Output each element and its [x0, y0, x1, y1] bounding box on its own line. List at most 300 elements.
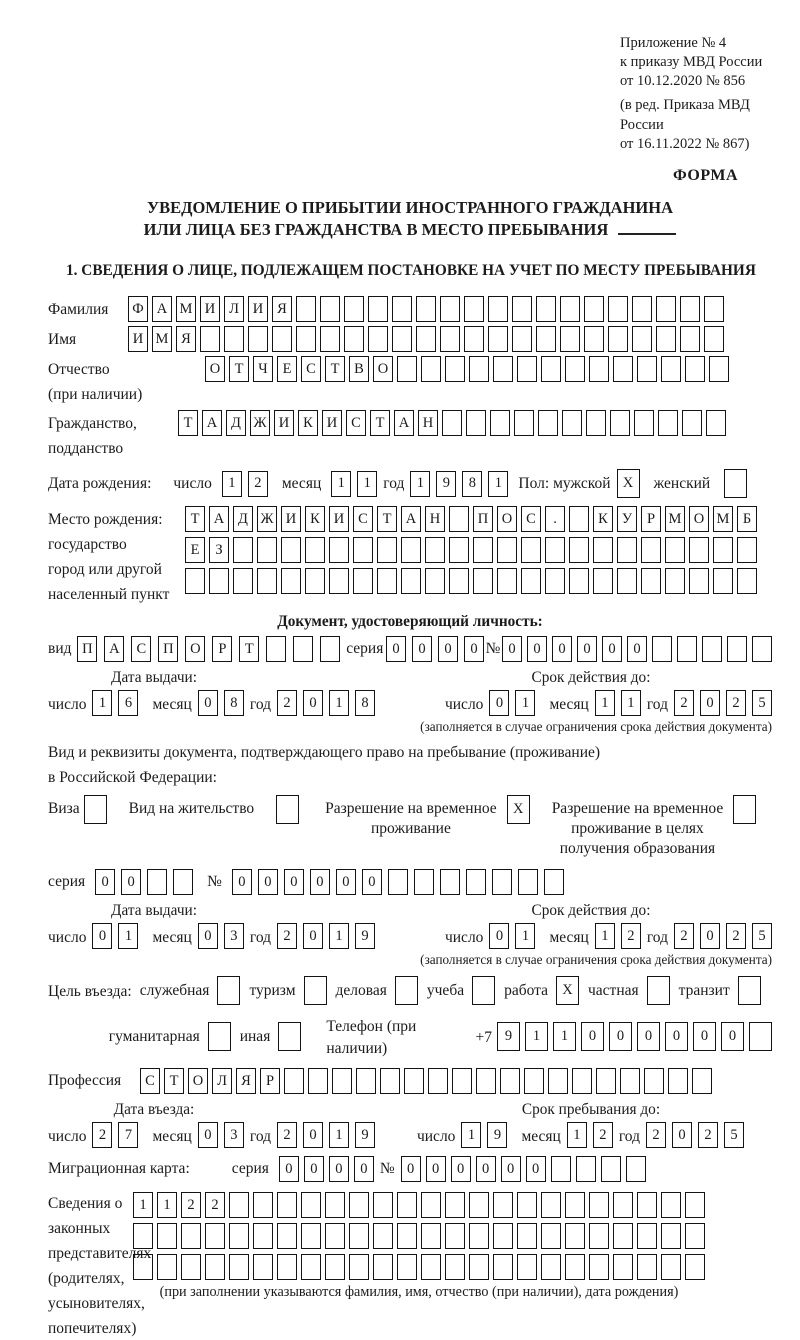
char-box[interactable]: [397, 1192, 417, 1218]
char-box[interactable]: [545, 568, 565, 594]
char-box[interactable]: [253, 1223, 273, 1249]
char-box[interactable]: Ж: [250, 410, 270, 436]
char-box[interactable]: 1: [157, 1192, 177, 1218]
char-box[interactable]: [200, 326, 220, 352]
char-box[interactable]: [637, 1254, 657, 1280]
purpose-option-checkbox[interactable]: [208, 1022, 231, 1051]
char-box[interactable]: [637, 1192, 657, 1218]
char-box[interactable]: [373, 1254, 393, 1280]
char-box[interactable]: [320, 636, 340, 662]
char-box[interactable]: [541, 1192, 561, 1218]
char-box[interactable]: [565, 1192, 585, 1218]
char-box[interactable]: [157, 1254, 177, 1280]
char-box[interactable]: [293, 636, 313, 662]
char-box[interactable]: У: [617, 506, 637, 532]
char-box[interactable]: [521, 568, 541, 594]
char-box[interactable]: 1: [331, 471, 351, 497]
char-box[interactable]: [680, 296, 700, 322]
char-box[interactable]: [133, 1254, 153, 1280]
char-box[interactable]: [536, 326, 556, 352]
char-box[interactable]: [397, 1254, 417, 1280]
char-box[interactable]: О: [188, 1068, 208, 1094]
char-box[interactable]: 2: [248, 471, 268, 497]
char-box[interactable]: [157, 1223, 177, 1249]
char-box[interactable]: Т: [370, 410, 390, 436]
char-box[interactable]: С: [346, 410, 366, 436]
char-box[interactable]: [277, 1223, 297, 1249]
char-box[interactable]: [449, 506, 469, 532]
char-box[interactable]: [538, 410, 558, 436]
char-box[interactable]: [576, 1156, 596, 1182]
char-box[interactable]: [229, 1192, 249, 1218]
char-box[interactable]: И: [274, 410, 294, 436]
char-box[interactable]: [541, 1254, 561, 1280]
char-box[interactable]: А: [401, 506, 421, 532]
char-box[interactable]: 3: [224, 1122, 244, 1148]
char-box[interactable]: [421, 1192, 441, 1218]
char-box[interactable]: [373, 1192, 393, 1218]
char-box[interactable]: 0: [527, 636, 547, 662]
char-box[interactable]: [541, 356, 561, 382]
char-box[interactable]: [514, 410, 534, 436]
char-box[interactable]: [421, 356, 441, 382]
char-box[interactable]: 1: [553, 1022, 576, 1051]
char-box[interactable]: 0: [121, 869, 141, 895]
char-box[interactable]: С: [521, 506, 541, 532]
char-box[interactable]: 0: [95, 869, 115, 895]
char-box[interactable]: [296, 326, 316, 352]
purpose-option-checkbox[interactable]: [278, 1022, 301, 1051]
char-box[interactable]: X: [617, 469, 640, 498]
char-box[interactable]: 0: [438, 636, 458, 662]
char-box[interactable]: [512, 296, 532, 322]
char-box[interactable]: 1: [118, 923, 138, 949]
char-box[interactable]: [584, 326, 604, 352]
char-box[interactable]: П: [77, 636, 97, 662]
char-box[interactable]: О: [205, 356, 225, 382]
char-box[interactable]: Т: [239, 636, 259, 662]
char-box[interactable]: А: [394, 410, 414, 436]
char-box[interactable]: 0: [303, 923, 323, 949]
char-box[interactable]: [266, 636, 286, 662]
char-box[interactable]: [368, 296, 388, 322]
char-box[interactable]: [617, 537, 637, 563]
char-box[interactable]: М: [176, 296, 196, 322]
char-box[interactable]: [637, 356, 657, 382]
char-box[interactable]: 0: [198, 690, 218, 716]
char-box[interactable]: 0: [198, 1122, 218, 1148]
char-box[interactable]: [548, 1068, 568, 1094]
char-box[interactable]: [493, 1223, 513, 1249]
char-box[interactable]: М: [713, 506, 733, 532]
char-box[interactable]: [388, 869, 408, 895]
char-box[interactable]: [493, 356, 513, 382]
char-box[interactable]: [416, 326, 436, 352]
char-box[interactable]: 0: [526, 1156, 546, 1182]
char-box[interactable]: Н: [418, 410, 438, 436]
char-box[interactable]: 8: [462, 471, 482, 497]
char-box[interactable]: 1: [525, 1022, 548, 1051]
char-box[interactable]: [272, 326, 292, 352]
char-box[interactable]: [704, 326, 724, 352]
char-box[interactable]: [661, 1223, 681, 1249]
char-box[interactable]: [425, 568, 445, 594]
char-box[interactable]: [440, 296, 460, 322]
char-box[interactable]: [702, 636, 722, 662]
char-box[interactable]: [473, 537, 493, 563]
char-box[interactable]: [524, 1068, 544, 1094]
char-box[interactable]: [466, 869, 486, 895]
char-box[interactable]: 2: [593, 1122, 613, 1148]
char-box[interactable]: [185, 568, 205, 594]
char-box[interactable]: [445, 356, 465, 382]
char-box[interactable]: [565, 356, 585, 382]
char-box[interactable]: 8: [355, 690, 375, 716]
char-box[interactable]: [349, 1223, 369, 1249]
char-box[interactable]: [544, 869, 564, 895]
char-box[interactable]: П: [158, 636, 178, 662]
char-box[interactable]: 0: [279, 1156, 299, 1182]
char-box[interactable]: А: [209, 506, 229, 532]
char-box[interactable]: [536, 296, 556, 322]
char-box[interactable]: [277, 1254, 297, 1280]
char-box[interactable]: 0: [451, 1156, 471, 1182]
char-box[interactable]: [253, 1254, 273, 1280]
char-box[interactable]: 1: [410, 471, 430, 497]
char-box[interactable]: [596, 1068, 616, 1094]
char-box[interactable]: [593, 537, 613, 563]
char-box[interactable]: [233, 537, 253, 563]
char-box[interactable]: [440, 869, 460, 895]
char-box[interactable]: 0: [637, 1022, 660, 1051]
char-box[interactable]: [565, 1223, 585, 1249]
char-box[interactable]: [296, 296, 316, 322]
char-box[interactable]: 0: [721, 1022, 744, 1051]
char-box[interactable]: [713, 537, 733, 563]
char-box[interactable]: [488, 296, 508, 322]
char-box[interactable]: Т: [377, 506, 397, 532]
char-box[interactable]: [276, 795, 299, 824]
char-box[interactable]: [692, 1068, 712, 1094]
char-box[interactable]: 0: [700, 923, 720, 949]
char-box[interactable]: [205, 1223, 225, 1249]
char-box[interactable]: 0: [362, 869, 382, 895]
char-box[interactable]: [445, 1192, 465, 1218]
char-box[interactable]: Р: [260, 1068, 280, 1094]
char-box[interactable]: [586, 410, 606, 436]
char-box[interactable]: 1: [329, 1122, 349, 1148]
char-box[interactable]: [541, 1223, 561, 1249]
char-box[interactable]: [560, 326, 580, 352]
char-box[interactable]: И: [128, 326, 148, 352]
char-box[interactable]: 0: [502, 636, 522, 662]
char-box[interactable]: 1: [595, 690, 615, 716]
char-box[interactable]: Т: [185, 506, 205, 532]
char-box[interactable]: [613, 1254, 633, 1280]
char-box[interactable]: Т: [164, 1068, 184, 1094]
char-box[interactable]: 0: [303, 690, 323, 716]
char-box[interactable]: [353, 568, 373, 594]
char-box[interactable]: [320, 296, 340, 322]
char-box[interactable]: Д: [233, 506, 253, 532]
char-box[interactable]: 1: [329, 690, 349, 716]
char-box[interactable]: 0: [284, 869, 304, 895]
char-box[interactable]: 2: [698, 1122, 718, 1148]
char-box[interactable]: И: [200, 296, 220, 322]
char-box[interactable]: [281, 568, 301, 594]
char-box[interactable]: О: [497, 506, 517, 532]
char-box[interactable]: [284, 1068, 304, 1094]
char-box[interactable]: [661, 1254, 681, 1280]
char-box[interactable]: 1: [515, 923, 535, 949]
char-box[interactable]: 2: [726, 923, 746, 949]
char-box[interactable]: 0: [464, 636, 484, 662]
char-box[interactable]: А: [152, 296, 172, 322]
char-box[interactable]: [445, 1223, 465, 1249]
char-box[interactable]: [706, 410, 726, 436]
char-box[interactable]: [392, 296, 412, 322]
char-box[interactable]: [464, 326, 484, 352]
char-box[interactable]: 2: [674, 923, 694, 949]
char-box[interactable]: [305, 568, 325, 594]
char-box[interactable]: 1: [222, 471, 242, 497]
char-box[interactable]: Ж: [257, 506, 277, 532]
char-box[interactable]: [488, 326, 508, 352]
char-box[interactable]: [512, 326, 532, 352]
char-box[interactable]: 2: [646, 1122, 666, 1148]
char-box[interactable]: [425, 537, 445, 563]
char-box[interactable]: [637, 1223, 657, 1249]
char-box[interactable]: 9: [487, 1122, 507, 1148]
char-box[interactable]: [682, 410, 702, 436]
char-box[interactable]: 0: [602, 636, 622, 662]
char-box[interactable]: 0: [476, 1156, 496, 1182]
char-box[interactable]: П: [473, 506, 493, 532]
char-box[interactable]: 0: [412, 636, 432, 662]
char-box[interactable]: Л: [224, 296, 244, 322]
char-box[interactable]: 1: [595, 923, 615, 949]
char-box[interactable]: [601, 1156, 621, 1182]
char-box[interactable]: К: [593, 506, 613, 532]
char-box[interactable]: [368, 326, 388, 352]
char-box[interactable]: [668, 1068, 688, 1094]
char-box[interactable]: [737, 568, 757, 594]
char-box[interactable]: И: [281, 506, 301, 532]
char-box[interactable]: [344, 296, 364, 322]
char-box[interactable]: [464, 296, 484, 322]
purpose-option-checkbox[interactable]: [395, 976, 418, 1005]
char-box[interactable]: [632, 326, 652, 352]
char-box[interactable]: 9: [497, 1022, 520, 1051]
char-box[interactable]: [469, 1254, 489, 1280]
char-box[interactable]: [416, 296, 436, 322]
char-box[interactable]: К: [305, 506, 325, 532]
char-box[interactable]: [593, 568, 613, 594]
char-box[interactable]: [656, 326, 676, 352]
char-box[interactable]: [349, 1192, 369, 1218]
char-box[interactable]: Е: [185, 537, 205, 563]
char-box[interactable]: [301, 1192, 321, 1218]
char-box[interactable]: [644, 1068, 664, 1094]
char-box[interactable]: [332, 1068, 352, 1094]
purpose-option-checkbox[interactable]: [738, 976, 761, 1005]
char-box[interactable]: [589, 1223, 609, 1249]
char-box[interactable]: 0: [700, 690, 720, 716]
char-box[interactable]: [685, 356, 705, 382]
char-box[interactable]: [329, 568, 349, 594]
char-box[interactable]: [401, 537, 421, 563]
char-box[interactable]: [665, 568, 685, 594]
char-box[interactable]: [749, 1022, 772, 1051]
char-box[interactable]: 9: [436, 471, 456, 497]
char-box[interactable]: С: [353, 506, 373, 532]
char-box[interactable]: [572, 1068, 592, 1094]
char-box[interactable]: 9: [355, 1122, 375, 1148]
char-box[interactable]: 2: [726, 690, 746, 716]
char-box[interactable]: 0: [92, 923, 112, 949]
char-box[interactable]: [473, 568, 493, 594]
char-box[interactable]: 0: [627, 636, 647, 662]
char-box[interactable]: Я: [176, 326, 196, 352]
char-box[interactable]: [632, 296, 652, 322]
char-box[interactable]: [500, 1068, 520, 1094]
char-box[interactable]: [613, 1223, 633, 1249]
char-box[interactable]: X: [507, 795, 530, 824]
char-box[interactable]: 7: [118, 1122, 138, 1148]
char-box[interactable]: [493, 1192, 513, 1218]
char-box[interactable]: [469, 1223, 489, 1249]
char-box[interactable]: З: [209, 537, 229, 563]
char-box[interactable]: [490, 410, 510, 436]
char-box[interactable]: [173, 869, 193, 895]
char-box[interactable]: 2: [92, 1122, 112, 1148]
char-box[interactable]: [545, 537, 565, 563]
char-box[interactable]: [181, 1223, 201, 1249]
purpose-option-checkbox[interactable]: [304, 976, 327, 1005]
char-box[interactable]: Е: [277, 356, 297, 382]
char-box[interactable]: Н: [425, 506, 445, 532]
char-box[interactable]: Р: [641, 506, 661, 532]
char-box[interactable]: [229, 1223, 249, 1249]
char-box[interactable]: [518, 869, 538, 895]
char-box[interactable]: 6: [118, 690, 138, 716]
char-box[interactable]: [685, 1192, 705, 1218]
char-box[interactable]: [344, 326, 364, 352]
char-box[interactable]: [733, 795, 756, 824]
char-box[interactable]: [181, 1254, 201, 1280]
char-box[interactable]: [626, 1156, 646, 1182]
char-box[interactable]: [301, 1223, 321, 1249]
char-box[interactable]: [325, 1254, 345, 1280]
char-box[interactable]: 0: [258, 869, 278, 895]
char-box[interactable]: [281, 537, 301, 563]
char-box[interactable]: 3: [224, 923, 244, 949]
char-box[interactable]: [685, 1254, 705, 1280]
char-box[interactable]: [608, 326, 628, 352]
char-box[interactable]: 0: [489, 923, 509, 949]
char-box[interactable]: 1: [133, 1192, 153, 1218]
char-box[interactable]: Р: [212, 636, 232, 662]
char-box[interactable]: [569, 537, 589, 563]
char-box[interactable]: 0: [552, 636, 572, 662]
char-box[interactable]: [325, 1223, 345, 1249]
char-box[interactable]: [428, 1068, 448, 1094]
char-box[interactable]: [414, 869, 434, 895]
char-box[interactable]: [704, 296, 724, 322]
char-box[interactable]: 8: [224, 690, 244, 716]
char-box[interactable]: [449, 537, 469, 563]
char-box[interactable]: 0: [693, 1022, 716, 1051]
char-box[interactable]: [497, 568, 517, 594]
purpose-option-checkbox[interactable]: [647, 976, 670, 1005]
char-box[interactable]: [737, 537, 757, 563]
char-box[interactable]: 0: [303, 1122, 323, 1148]
char-box[interactable]: [641, 568, 661, 594]
char-box[interactable]: [205, 1254, 225, 1280]
char-box[interactable]: [685, 1223, 705, 1249]
char-box[interactable]: 0: [489, 690, 509, 716]
char-box[interactable]: 0: [581, 1022, 604, 1051]
char-box[interactable]: [689, 537, 709, 563]
char-box[interactable]: 0: [336, 869, 356, 895]
char-box[interactable]: [449, 568, 469, 594]
char-box[interactable]: [133, 1223, 153, 1249]
char-box[interactable]: О: [185, 636, 205, 662]
char-box[interactable]: [492, 869, 512, 895]
char-box[interactable]: [476, 1068, 496, 1094]
char-box[interactable]: 1: [92, 690, 112, 716]
char-box[interactable]: [584, 296, 604, 322]
char-box[interactable]: [445, 1254, 465, 1280]
char-box[interactable]: [613, 356, 633, 382]
char-box[interactable]: 1: [515, 690, 535, 716]
char-box[interactable]: [397, 1223, 417, 1249]
char-box[interactable]: В: [349, 356, 369, 382]
char-box[interactable]: [353, 537, 373, 563]
char-box[interactable]: Т: [325, 356, 345, 382]
char-box[interactable]: [466, 410, 486, 436]
char-box[interactable]: 0: [232, 869, 252, 895]
char-box[interactable]: М: [152, 326, 172, 352]
char-box[interactable]: [551, 1156, 571, 1182]
char-box[interactable]: [680, 326, 700, 352]
char-box[interactable]: Т: [178, 410, 198, 436]
char-box[interactable]: Б: [737, 506, 757, 532]
char-box[interactable]: 2: [277, 923, 297, 949]
char-box[interactable]: [709, 356, 729, 382]
char-box[interactable]: 2: [205, 1192, 225, 1218]
char-box[interactable]: [377, 537, 397, 563]
char-box[interactable]: С: [131, 636, 151, 662]
char-box[interactable]: [689, 568, 709, 594]
char-box[interactable]: Л: [212, 1068, 232, 1094]
char-box[interactable]: 0: [310, 869, 330, 895]
char-box[interactable]: 0: [401, 1156, 421, 1182]
char-box[interactable]: 2: [674, 690, 694, 716]
char-box[interactable]: [589, 356, 609, 382]
char-box[interactable]: [677, 636, 697, 662]
char-box[interactable]: [517, 1254, 537, 1280]
char-box[interactable]: 0: [672, 1122, 692, 1148]
char-box[interactable]: [257, 568, 277, 594]
char-box[interactable]: [752, 636, 772, 662]
char-box[interactable]: 0: [609, 1022, 632, 1051]
purpose-option-checkbox[interactable]: [472, 976, 495, 1005]
char-box[interactable]: 5: [724, 1122, 744, 1148]
char-box[interactable]: 5: [752, 690, 772, 716]
char-box[interactable]: [257, 537, 277, 563]
char-box[interactable]: [724, 469, 747, 498]
